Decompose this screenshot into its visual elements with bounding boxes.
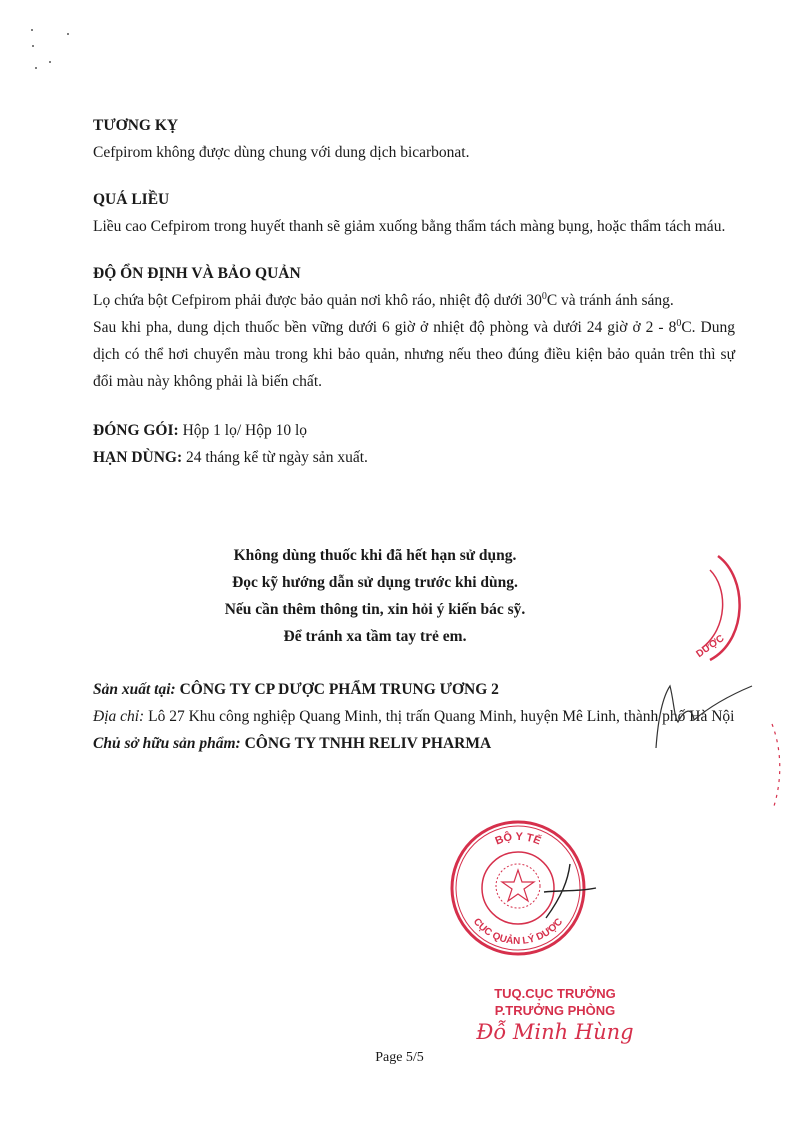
partial-stamp-right [670, 548, 760, 668]
owner-value: CÔNG TY TNHH RELIV PHARMA [240, 735, 492, 752]
made-at-label: Sản xuất tại: [93, 681, 176, 698]
section-title-on-dinh: ĐỘ ỔN ĐỊNH VÀ BẢO QUẢN [93, 265, 301, 282]
warning-line: Nếu cần thêm thông tin, xin hỏi ý kiến bác sỹ. [224, 601, 526, 618]
degree-sup: 0 [676, 317, 682, 329]
address-value: Lô 27 Khu công nghiệp Quang Minh, thị trấn Quang Minh, huyện Mê Linh, thành phố Hà Nội [144, 708, 735, 725]
section-title-tuong-ky: TƯƠNG KỴ [93, 117, 179, 134]
storage-paragraph-1: Lọ chứa bột Cefpirom phải được bảo quản nơi khô ráo, nhiệt độ dưới $30^0C$ và tránh ánh sáng. [93, 290, 674, 309]
initials-mark [648, 680, 758, 750]
owner-label: Chủ sở hữu sản phẩm: [93, 735, 241, 752]
warning-line: Không dùng thuốc khi đã hết hạn sử dụng. [233, 547, 517, 564]
warning-line: Đọc kỹ hướng dẫn sử dụng trước khi dùng. [232, 574, 518, 591]
address-line [93, 703, 741, 730]
section-title-qua-lieu: QUÁ LIỀU [93, 191, 170, 208]
degree-sup: 0 [541, 290, 547, 302]
address-label: Địa chỉ: [93, 708, 145, 725]
warning-line: Để tránh xa tầm tay trẻ em. [283, 628, 467, 645]
packaging-value: Hộp 1 lọ/ Hộp 10 lọ [178, 422, 307, 439]
signature-title-1: TUQ.CỤC TRƯỞNG [494, 986, 616, 1001]
made-at-value: CÔNG TY CP DƯỢC PHẨM TRUNG ƯƠNG 2 [175, 681, 499, 698]
tuong-ky-body: Cefpirom không được dùng chung với dung dịch bicarbonat. [93, 144, 470, 161]
signature-block [455, 985, 655, 1045]
expiry-value: 24 tháng kể từ ngày sản xuất. [182, 449, 368, 466]
packaging-label: ĐÓNG GÓI: [93, 422, 179, 439]
storage-paragraph-2: Sau khi pha, dung dịch thuốc bền vững dưới 6 giờ ở nhiệt độ phòng và dưới 24 giờ ở $2 - 8^0C$. Dung dịch có thể hơi chuyển màu trong khi bảo quản, nhưng nếu theo đúng điều kiện bảo quản trên thì sự đổi màu này không phải là biến chất. [93, 317, 735, 390]
qua-lieu-body: Liều cao Cefpirom trong huyết thanh sẽ giảm xuống bằng thẩm tách màng bụng, hoặc thẩm tách máu. [93, 218, 726, 235]
stamp-bottom-text: CỤC QUẢN LÝ DƯỢC [470, 916, 566, 948]
edge-stamp-mark [768, 720, 788, 810]
warnings-block [210, 542, 540, 650]
packaging-line [93, 417, 735, 444]
partial-stamp-text: DƯỢC [694, 633, 727, 661]
signature-title-2: P.TRƯỞNG PHÒNG [494, 1003, 616, 1018]
signature-name: Đỗ Minh Hùng [476, 1020, 634, 1044]
page-number: Page 5/5 [375, 1050, 424, 1065]
expiry-line [93, 444, 735, 471]
stamp-top-text: BỘ Y TẾ [493, 830, 543, 848]
signature-stroke [540, 862, 600, 922]
main-content [93, 112, 735, 471]
expiry-label: HẠN DÙNG: [93, 449, 183, 466]
scan-specks [24, 24, 84, 84]
